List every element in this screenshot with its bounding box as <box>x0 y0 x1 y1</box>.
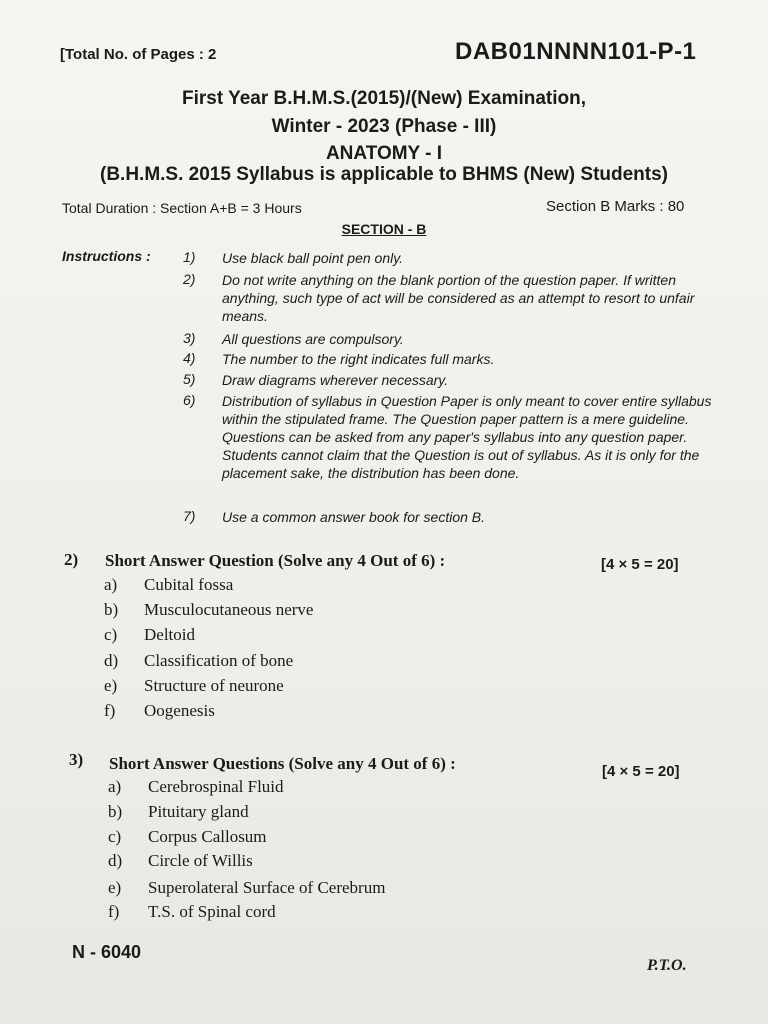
item-text: Circle of Willis <box>148 851 253 870</box>
section-title: SECTION - B <box>341 221 427 237</box>
item-label: e) <box>108 878 122 897</box>
item-text: Superolateral Surface of Cerebrum <box>148 878 386 897</box>
instruction-number: 5) <box>183 371 196 387</box>
item-text: Corpus Callosum <box>148 827 267 846</box>
question-number: 3) <box>69 750 84 769</box>
question-number: 2) <box>64 550 79 569</box>
section-marks: Section B Marks : 80 <box>546 198 685 215</box>
item-text: Cubital fossa <box>144 575 234 594</box>
pto-label: P.T.O. <box>647 957 687 974</box>
question-title: Short Answer Questions (Solve any 4 Out of 6) : <box>109 754 456 773</box>
question-item <box>108 777 284 797</box>
instruction-text: The number to the right indicates full marks. <box>222 351 495 367</box>
item-text: Cerebrospinal Fluid <box>148 777 284 796</box>
instruction-text: Draw diagrams wherever necessary. <box>222 372 449 388</box>
paper-code: DAB01NNNN101-P-1 <box>455 38 697 65</box>
instruction-number: 2) <box>183 271 196 287</box>
exam-session: Winter - 2023 (Phase - III) <box>271 116 497 137</box>
item-text: Pituitary gland <box>148 802 249 821</box>
item-label: e) <box>104 676 118 695</box>
instruction-number: 4) <box>183 350 196 366</box>
instruction-text: Use black ball point pen only. <box>222 250 404 266</box>
question-item <box>104 625 195 645</box>
question-item <box>108 802 249 822</box>
total-duration: Total Duration : Section A+B = 3 Hours <box>62 200 302 216</box>
item-label: c) <box>108 827 122 846</box>
question-item <box>104 600 313 620</box>
item-label: b) <box>104 600 119 619</box>
item-text: Oogenesis <box>144 701 215 720</box>
question-item <box>104 701 215 721</box>
instruction-text: Distribution of syllabus in Question Paper is only meant to cover entire syllabus within the stipulated frame. The Question paper pattern is a mere guideline. Questions can be asked from any paper's syllabus into any question paper. Students cannot claim that the Question is out of syllabus. As it is only for the placement sake, the distribution has been done. <box>222 393 712 481</box>
item-label: c) <box>104 625 118 644</box>
instruction-text: Do not write anything on the blank portion of the question paper. If written anything, such type of act will be considered as an attempt to resort to unfair means. <box>222 272 695 324</box>
question-marks: [4 × 5 = 20] <box>602 763 680 780</box>
instruction-number: 1) <box>183 249 196 265</box>
item-text: T.S. of Spinal cord <box>148 902 276 921</box>
instructions-label: Instructions : <box>62 248 151 264</box>
instruction-text: All questions are compulsory. <box>222 331 404 347</box>
question-item <box>104 651 293 671</box>
question-item <box>108 902 276 922</box>
footer-code: N - 6040 <box>72 942 142 962</box>
total-pages-label: [Total No. of Pages : 2 <box>60 46 217 63</box>
item-label: f) <box>108 902 120 921</box>
instruction-text: Use a common answer book for section B. <box>222 509 486 525</box>
item-label: b) <box>108 802 123 821</box>
item-label: d) <box>108 851 123 870</box>
instruction-number: 3) <box>183 330 196 346</box>
exam-subject: ANATOMY - I <box>325 143 443 164</box>
item-label: d) <box>104 651 119 670</box>
item-text: Musculocutaneous nerve <box>144 600 314 619</box>
item-text: Structure of neurone <box>144 676 284 695</box>
question-title: Short Answer Question (Solve any 4 Out of 6) : <box>105 551 446 570</box>
question-item <box>104 676 284 696</box>
item-label: f) <box>104 701 116 720</box>
exam-title: First Year B.H.M.S.(2015)/(New) Examination, <box>181 88 587 109</box>
item-text: Classification of bone <box>144 651 294 670</box>
item-label: a) <box>108 777 122 796</box>
question-item <box>104 575 233 595</box>
question-item <box>108 851 253 871</box>
question-item <box>108 878 385 898</box>
question-item <box>108 827 267 847</box>
item-label: a) <box>104 575 118 594</box>
instruction-number: 6) <box>183 392 196 408</box>
exam-syllabus-note: (B.H.M.S. 2015 Syllabus is applicable to BHMS (New) Students) <box>100 164 668 185</box>
question-marks: [4 × 5 = 20] <box>601 556 679 573</box>
instruction-number: 7) <box>183 508 196 524</box>
item-text: Deltoid <box>144 625 195 644</box>
